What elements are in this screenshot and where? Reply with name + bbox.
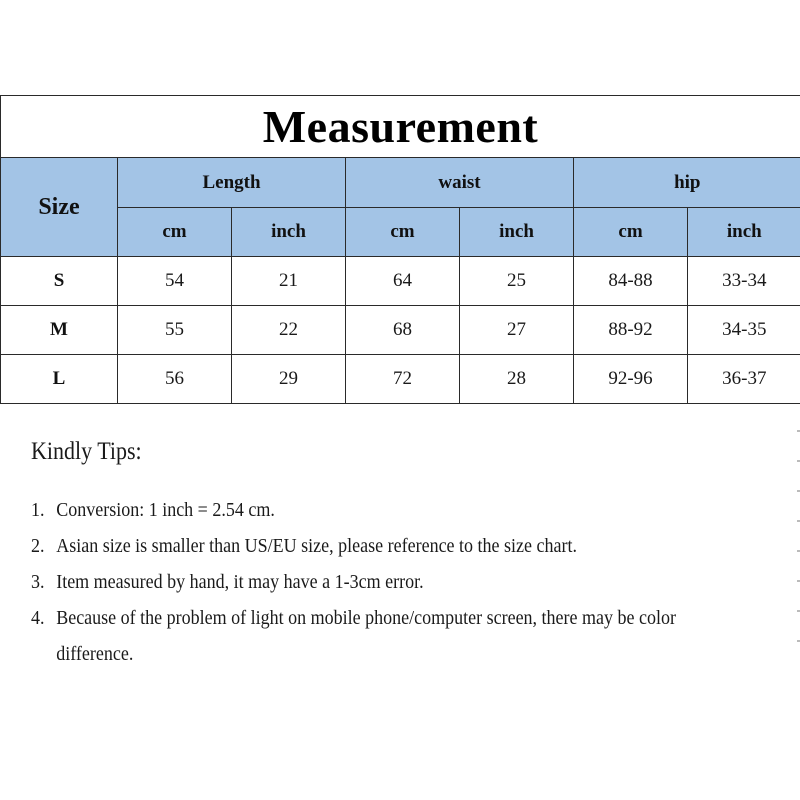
tip-text: Conversion: 1 inch = 2.54 cm. xyxy=(56,499,275,521)
table-cell: 54 xyxy=(118,257,232,306)
tip-number: 3. xyxy=(31,571,45,593)
table-row xyxy=(1,355,800,404)
size-label: S xyxy=(1,257,118,306)
tip-number: 2. xyxy=(31,535,45,557)
size-header: Size xyxy=(1,158,118,257)
size-label: M xyxy=(1,306,118,355)
table-cell: 33-34 xyxy=(688,257,800,306)
table-cell: 84-88 xyxy=(574,257,688,306)
size-label: L xyxy=(1,355,118,404)
table-cell: 34-35 xyxy=(688,306,800,355)
tip-item xyxy=(31,492,697,528)
tip-item xyxy=(31,600,697,672)
table-cell: 28 xyxy=(460,355,574,404)
tip-number: 4. xyxy=(31,607,45,629)
table-cell: 22 xyxy=(232,306,346,355)
tips-heading: Kindly Tips: xyxy=(31,438,142,465)
table-cell: 72 xyxy=(346,355,460,404)
table-title: Measurement xyxy=(262,101,539,152)
tip-number: 1. xyxy=(31,499,45,521)
table-cell: 29 xyxy=(232,355,346,404)
table-cell: 68 xyxy=(346,306,460,355)
title-row xyxy=(0,95,800,158)
unit-header: cm xyxy=(346,208,460,257)
table-cell: 56 xyxy=(118,355,232,404)
table-row xyxy=(1,257,800,306)
header-row-units xyxy=(1,208,800,257)
table-cell: 36-37 xyxy=(688,355,800,404)
size-table xyxy=(0,157,800,404)
table-cell: 55 xyxy=(118,306,232,355)
table-row xyxy=(1,306,800,355)
tip-text: Asian size is smaller than US/EU size, please reference to the size chart. xyxy=(56,535,578,557)
group-header-length: Length xyxy=(118,158,346,208)
tip-text: Because of the problem of light on mobile phone/computer screen, there may be color difference. xyxy=(56,607,677,665)
header-row-groups xyxy=(1,158,800,208)
table-cell: 27 xyxy=(460,306,574,355)
unit-header: inch xyxy=(232,208,346,257)
group-header-waist: waist xyxy=(346,158,574,208)
unit-header: cm xyxy=(118,208,232,257)
table-cell: 88-92 xyxy=(574,306,688,355)
tip-item xyxy=(31,528,697,564)
table-cell: 64 xyxy=(346,257,460,306)
unit-header: inch xyxy=(460,208,574,257)
tip-item xyxy=(31,564,697,600)
table-cell: 92-96 xyxy=(574,355,688,404)
unit-header: cm xyxy=(574,208,688,257)
unit-header: inch xyxy=(688,208,800,257)
table-cell: 25 xyxy=(460,257,574,306)
measurement-sheet xyxy=(0,95,800,404)
kindly-tips xyxy=(31,438,771,672)
tip-text: Item measured by hand, it may have a 1-3cm error. xyxy=(56,571,424,593)
table-cell: 21 xyxy=(232,257,346,306)
group-header-hip: hip xyxy=(574,158,800,208)
